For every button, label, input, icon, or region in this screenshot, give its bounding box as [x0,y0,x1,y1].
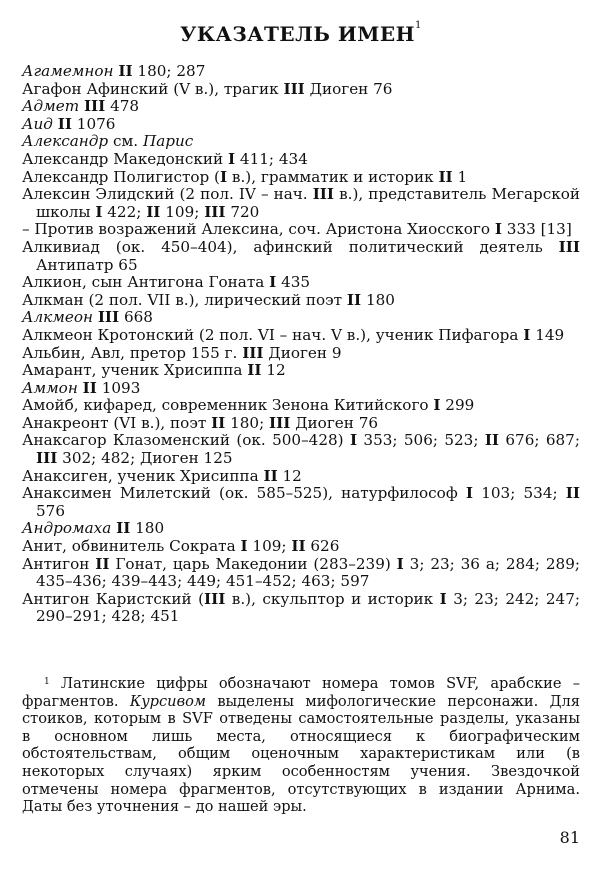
index-entry: Анаксиген, ученик Хрисиппа II 12 [22,466,302,485]
footnote-text: Латинские цифры обозначают номера томов SVF, арабские – фрагментов. Курсивом выделены мифологические персонажи. Для стоиков, которым в SVF отведены самостоятельные разделы, указаны в основном лишь места, относящиеся к биографическим обстоятельствам, общим оценочным характеристикам или (в некоторых случаях) ярким особенностям учения. Звездочкой отмечены номера фрагментов, отсутствующих в издании Арнима. Даты без уточнения – до нашей эры. [22,675,580,816]
index-entry: Адмет III 478 [22,97,140,116]
volume-numeral: I [433,396,441,415]
index-entry: Александр Полигистор (I в.), грамматик и историк II 1 [22,167,468,186]
index-entry: Аид II 1076 [22,114,116,133]
index-entry: Анаксагор Клазоменский (ок. 500–428) I 353; 506; 523; II 676; 687; III 302; 482; Диоген 125 [22,431,580,468]
volume-numeral: I [269,273,277,292]
index-entry: Алкман (2 пол. VII в.), лирический поэт II 180 [22,290,395,309]
index-entry: Антигон Каристский (III в.), скульптор и историк I 3; 23; 242; 247; 290–291; 428; 451 [22,589,580,626]
volume-numeral: II [116,519,131,538]
volume-numeral: I [439,589,447,608]
index-entry: Анакреонт (VI в.), поэт II 180; III Диоген 76 [22,413,379,432]
index-entry: Агафон Афинский (V в.), трагик III Диоген 76 [22,79,393,98]
index-entry: Агамемнон II 180; 287 [22,62,206,80]
index-entry: Александр Македонский I 411; 434 [22,149,308,168]
index-entry: Альбин, Авл, претор 155 г. III Диоген 9 [22,343,342,362]
volume-numeral: I [465,484,474,503]
index-entry: Анит, обвинитель Сократа I 109; II 626 [22,537,340,556]
index-entry: Александр см. Парис [22,132,194,151]
volume-numeral: I [494,220,502,239]
volume-numeral: III [83,97,106,116]
volume-numeral: II [484,431,500,450]
volume-numeral: II [57,114,72,133]
volume-numeral: II [263,466,278,485]
volume-numeral: II [95,554,110,573]
title-footnote-mark: 1 [415,20,422,31]
index-entry: Алексин Элидский (2 пол. IV – нач. III в.), представитель Мегарской школы I 422; II 109; III 720 [22,185,580,221]
volume-numeral: I [396,554,404,573]
page-number: 81 [559,828,580,847]
index-entry: Алкмеон III 668 [22,308,153,327]
volume-numeral: I [349,431,358,450]
mythological-name: Андромаха [22,519,112,538]
index-entry: Алкмеон Кротонский (2 пол. VI – нач. V в.), ученик Пифагора I 149 [22,325,565,344]
index-entry: Амарант, ученик Хрисиппа II 12 [22,361,286,380]
volume-numeral: III [36,449,58,468]
volume-numeral: II [438,167,453,186]
volume-numeral: III [204,202,226,221]
index-page [22,0,580,872]
mythological-name: Алкмеон [22,308,93,327]
volume-numeral: I [523,325,531,344]
page-title [22,22,580,46]
index-entry: Антигон II Гонат, царь Македонии (283–239) I 3; 23; 36 a; 284; 289; 435–436; 439–443; 449; 451–452; 463; 597 [22,554,580,591]
index-entry: Алкион, сын Антигона Гоната I 435 [22,273,311,292]
index-entry: Алкивиад (ок. 450–404), афинский политический деятель III Антипатр 65 [22,237,580,274]
footnote-italic-word: Курсивом [129,692,206,710]
volume-numeral: II [146,202,161,221]
footnote-mark: 1 [44,677,50,687]
index-entry: Аммон II 1093 [22,378,141,397]
mythological-name: Аид [22,114,53,133]
footnote [22,675,580,816]
mythological-name: Александр [22,132,109,151]
volume-numeral: III [312,185,335,204]
volume-numeral: III [269,413,291,432]
volume-numeral: II [565,484,580,503]
volume-numeral: I [95,202,103,221]
mythological-name: Адмет [22,97,80,116]
index-entry: Андромаха II 180 [22,519,165,538]
volume-numeral: I [228,149,236,168]
index-entry: Анаксимен Милетский (ок. 585–525), натурфилософ I 103; 534; II 576 [22,484,580,520]
volume-numeral: I [240,537,248,556]
volume-numeral: III [558,237,580,256]
volume-numeral: I [219,167,228,186]
mythological-name: Агамемнон [22,62,114,80]
volume-numeral: II [211,413,226,432]
volume-numeral: III [242,343,264,362]
volume-numeral: II [118,62,133,80]
volume-numeral: III [283,79,305,98]
volume-numeral: II [346,290,362,309]
cross-reference: Парис [142,132,194,151]
volume-numeral: III [97,308,120,327]
index-entry: – Против возражений Алексина, соч. Аристона Хиосского I 333 [13] [22,220,572,239]
index-entries [22,63,580,626]
volume-numeral: II [82,378,97,397]
page-title-text: УКАЗАТЕЛЬ ИМЕН [180,22,415,46]
index-entry: Амойб, кифаред, современник Зенона Китийского I 299 [22,396,475,415]
volume-numeral: II [291,537,306,556]
volume-numeral: II [247,361,262,380]
volume-numeral: III [204,589,226,608]
mythological-name: Аммон [22,378,78,397]
